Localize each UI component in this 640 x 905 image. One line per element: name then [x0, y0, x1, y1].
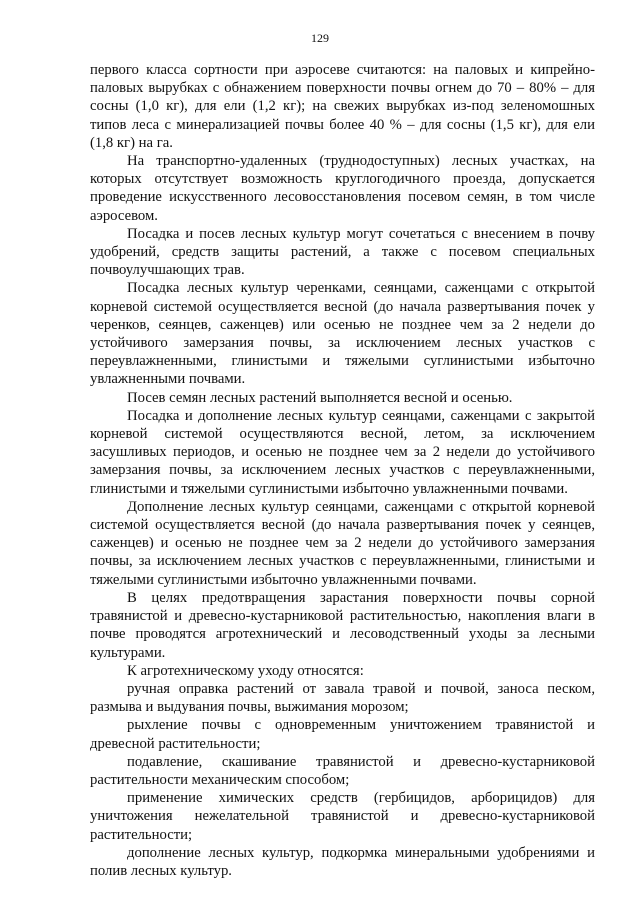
- paragraph-seed-sowing: Посев семян лесных растений выполняется весной и осенью.: [127, 389, 513, 406]
- paragraph-open-root-planting: Посадка лесных культур черенками, сеянцами, саженцами с открытой корневой системой осуществляется весной (до начала развертывания почек у черенков, сеянцев, саженцев) или осенью не позднее чем за 2 недели до устойчивого замерзания почвы, за исключением лесных участков с переувлажненными, глинистыми и тяжелыми суглинистыми избыточно увлажненными почвами.: [90, 280, 595, 388]
- body-text: [90, 61, 595, 880]
- list-item-supplement-fertilizing: дополнение лесных культур, подкормка минеральными удобрениями и полив лесных культур.: [90, 844, 595, 879]
- paragraph-tending-purpose: В целях предотвращения зарастания поверхности почвы сорной травянистой и древесно-кустарниковой растительностью, накопления влаги в почве проводятся агротехнический и лесоводственный уходы за лесными культурами.: [90, 589, 595, 661]
- paragraph-fertilizers: Посадка и посев лесных культур могут сочетаться с внесением в почву удобрений, средств защиты растений, а также с посевом специальных почвоулучшающих трав.: [90, 225, 595, 279]
- list-item-manual-clearing: ручная оправка растений от завала травой и почвой, заноса песком, размыва и выдувания почвы, выжимания морозом;: [90, 680, 595, 716]
- page-number: 129: [311, 31, 329, 45]
- paragraph-agrotechnical-heading: К агротехническому уходу относятся:: [127, 662, 364, 679]
- paragraph-closed-root-planting: Посадка и дополнение лесных культур сеянцами, саженцами с закрытой корневой системой осуществляются весной, летом, за исключением засушливых периодов, и осенью не позднее чем за 2 недели до устойчивого замерзания почвы, за исключением лесных участков с переувлажненными, глинистыми и тяжелыми суглинистыми избыточно увлажненными почвами.: [90, 407, 595, 497]
- list-item-chemicals: применение химических средств (гербицидов, арборицидов) для уничтожения нежелательной травянистой и древесно-кустарниковой растительности;: [90, 790, 595, 843]
- paragraph-open-root-supplement: Дополнение лесных культур сеянцами, саженцами с открытой корневой системой осуществляется весной (до начала развертывания почек у сеянцев, саженцев) и осенью не позднее чем за 2 недели до устойчивого замерзания почвы, за исключением лесных участков с переувлажненными, глинистыми и тяжелыми суглинистыми избыточно увлажненными почвами.: [90, 498, 595, 588]
- paragraph-aerial-seeding-norms: первого класса сортности при аэросеве считаются: на паловых и кипрейно-паловых вырубках с обнажением поверхности почвы огнем до 70 – 80% – для сосны (1,0 кг), для ели (1,2 кг); на свежих вырубках из-под зеленомошных типов леса с минерализацией почвы более 40 % – для сосны (1,5 кг), для ели (1,8 кг) на га.: [90, 62, 595, 151]
- paragraph-remote-plots: На транспортно-удаленных (труднодоступных) лесных участках, на которых отсутствует возможность круглогодичного проезда, допускается проведение искусственного лесовосстановления посевом семян, в том числе аэросевом.: [90, 153, 595, 224]
- list-item-mowing: подавление, скашивание травянистой и древесно-кустарниковой растительности механическим способом;: [90, 753, 595, 788]
- list-item-loosening: рыхление почвы с одновременным уничтожением травянистой и древесной растительности;: [90, 717, 595, 752]
